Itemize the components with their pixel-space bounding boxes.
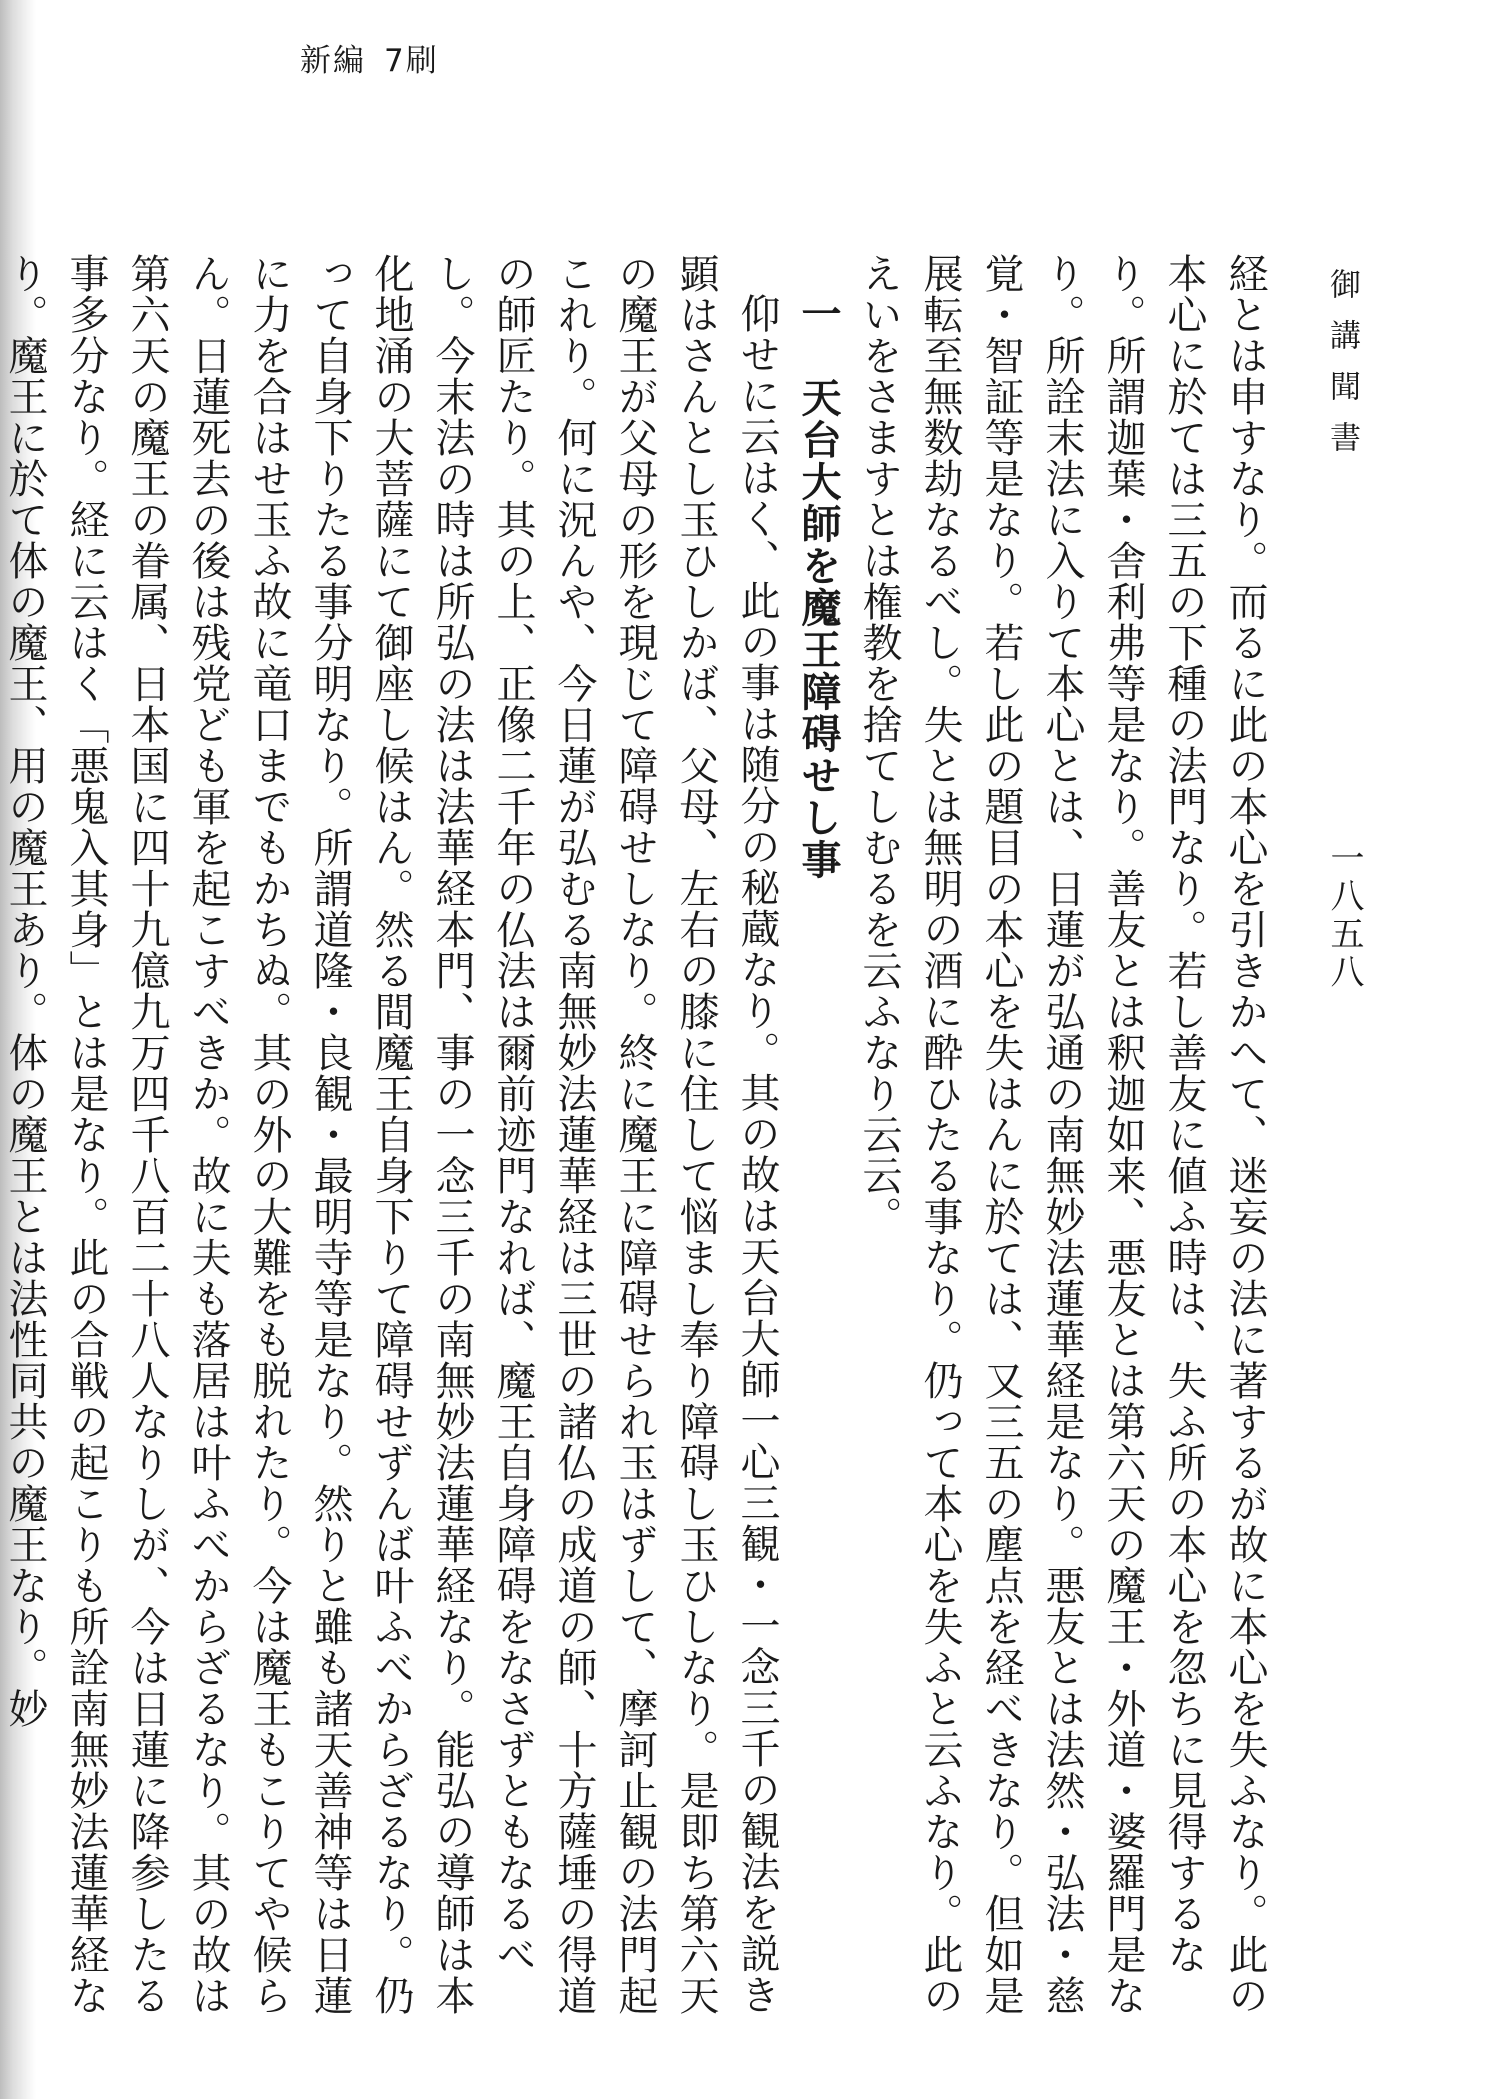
page-number: 一八五八 <box>1324 840 1364 992</box>
body-paragraph: 仰せに云はく、此の事は随分の秘蔵なり。其の故は天台大師一心三観・一念三千の観法を説き顕はさんとし玉ひしかば、父母、左右の膝に住して悩まし奉り障碍し玉ひしなり。是即ち第六天の魔王が父母の形を現じて障碍せしなり。終に魔王に障碍せられ玉はずして、摩訶止観の法門起これり。何に況んや、今日蓮が弘むる南無妙法蓮華経は三世の諸仏の成道の師、十方薩埵の得道の師匠たり。其の上、正像二千年の仏法は爾前迹門なれば、魔王自身障碍をなさずともなるべし。今末法の時は所弘の法は法華経本門、事の一念三千の南無妙法蓮華経なり。能弘の導師は本化地涌の大菩薩にて御座し候はん。然る間魔王自身下りて障碍せずんば叶ふべからざるなり。仍って自身下りたる事分明なり。所謂道隆・良観・最明寺等是なり。然りと雖も諸天善神等は日蓮に力を合はせ玉ふ故に竜口までもかちぬ。其の外の大難をも脱れたり。今は魔王もこりてや候らん。日蓮死去の後は残党ども軍を起こすべきか。故に夫も落居は叶ふべからざるなり。其の故は第六天の魔王の眷属、日本国に四十九億九万四千八百二十八人なりしが、今は日蓮に降参したる事多分なり。経に云はく「悪鬼入其身」とは是なり。此の合戦の起こりも所詮南無妙法蓮華経なり。魔王に於て体の魔王、用の魔王あり。体の魔王とは法性同共の魔王なり。妙 <box>2 253 780 2016</box>
printing-number: 7刷 <box>384 43 439 79</box>
vertical-text-body <box>2 253 1275 2053</box>
edition-name: 新編 <box>300 43 366 79</box>
edition-label <box>300 35 439 80</box>
section-heading: 一 天台大師を魔王障碍せし事 <box>795 293 841 881</box>
body-paragraph: 経とは申すなり。而るに此の本心を引きかへて、迷妄の法に著するが故に本心を失ふなり。此の本心に於ては三五の下種の法門なり。若し善友に値ふ時は、失ふ所の本心を忽ちに見得するなり。所謂迦葉・舎利弗等是なり。善友とは釈迦如来、悪友とは第六天の魔王・外道・婆羅門是なり。所詮末法に入りて本心とは、日蓮が弘通の南無妙法蓮華経是なり。悪友とは法然・弘法・慈覚・智証等是なり。若し此の題目の本心を失はんに於ては、又三五の塵点を経べきなり。但如是展転至無数劫なるべし。失とは無明の酒に酔ひたる事なり。仍って本心を失ふと云ふなり。此のえいをさますとは権教を捨てしむるを云ふなり云云。 <box>856 253 1268 2016</box>
running-head: 御講聞書 <box>1324 268 1360 472</box>
